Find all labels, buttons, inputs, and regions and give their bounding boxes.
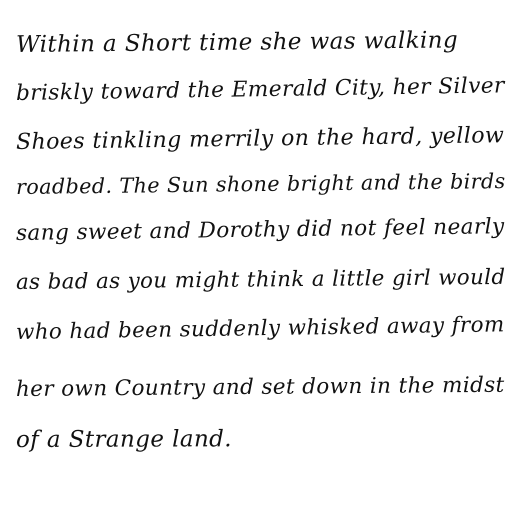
handwritten-line-6: as bad as you might think a little girl would <box>15 264 506 295</box>
handwritten-line-9: of a Strange land. <box>15 426 233 453</box>
handwritten-line-3: Shoes tinkling merrily on the hard, yellow <box>15 122 505 155</box>
handwritten-line-8: her own Country and set down in the midst <box>15 372 505 402</box>
handwritten-line-5: sang sweet and Dorothy did not feel nearly <box>15 214 505 246</box>
handwritten-line-4: roadbed. The Sun shone bright and the birds <box>15 169 506 199</box>
handwritten-line-1: Within a Short time she was walking <box>15 27 459 58</box>
handwritten-line-7: who had been suddenly whisked away from <box>15 312 505 345</box>
handwritten-line-2: briskly toward the Emerald City, her Silver <box>15 73 505 106</box>
